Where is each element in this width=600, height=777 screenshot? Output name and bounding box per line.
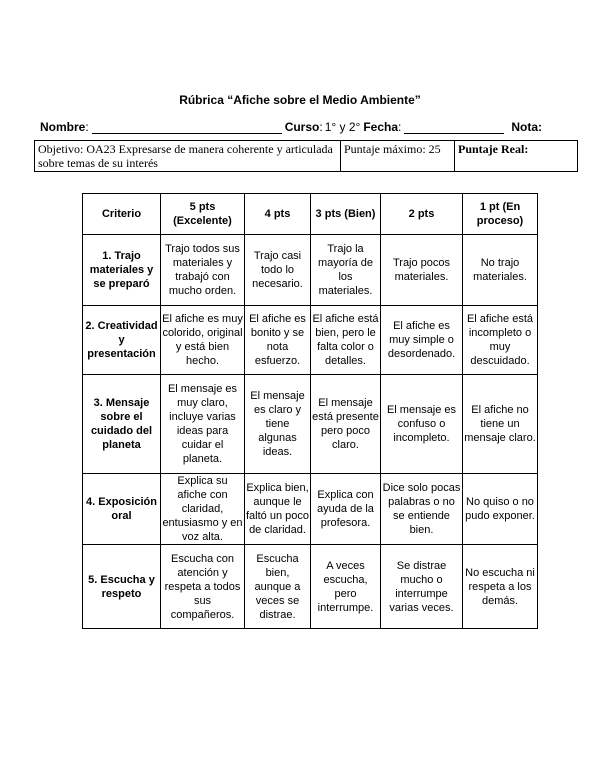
table-cell: Se distrae mucho o interrumpe varias veces. — [381, 545, 463, 629]
criterion-cell: 2. Creatividad y presentación — [83, 306, 161, 375]
table-row — [83, 375, 538, 474]
table-cell: Escucha con atención y respeta a todos sus compañeros. — [161, 545, 245, 629]
table-cell: Explica bien, aunque le faltó un poco de claridad. — [245, 474, 311, 545]
table-cell: No trajo materiales. — [463, 235, 538, 306]
table-cell: No escucha ni respeta a los demás. — [463, 545, 538, 629]
table-cell: Trajo todos sus materiales y trabajó con mucho orden. — [161, 235, 245, 306]
table-cell: Explica con ayuda de la profesora. — [311, 474, 381, 545]
table-row — [83, 545, 538, 629]
table-row — [83, 235, 538, 306]
table-cell: El afiche está bien, pero le falta color o detalles. — [311, 306, 381, 375]
date-label: Fecha — [363, 120, 399, 134]
page-title: Rúbrica “Afiche sobre el Medio Ambiente” — [179, 93, 421, 107]
table-cell: Dice solo pocas palabras o no se entiende bien. — [381, 474, 463, 545]
table-cell: El mensaje es claro y tiene algunas ideas. — [245, 375, 311, 474]
header-1-pt: 1 pt (En proceso) — [463, 194, 538, 235]
table-row — [83, 474, 538, 545]
student-info-line: Nombre : Curso : 1° y 2° Fecha : Nota: — [40, 120, 543, 134]
objective-text: Objetivo: OA23 Expresarse de manera coherente y articulada sobre temas de su interés — [35, 141, 341, 172]
criterion-cell: 4. Exposición oral — [83, 474, 161, 545]
date-field[interactable] — [404, 121, 504, 134]
max-score: Puntaje máximo: 25 — [341, 141, 455, 172]
table-cell: El afiche es muy simple o desordenado. — [381, 306, 463, 375]
table-cell: El mensaje está presente pero poco claro. — [311, 375, 381, 474]
objective-table — [34, 140, 578, 172]
header-5-pts: 5 pts (Excelente) — [161, 194, 245, 235]
header-criterion: Criterio — [83, 194, 161, 235]
table-cell: Trajo la mayoría de los materiales. — [311, 235, 381, 306]
criterion-cell: 1. Trajo materiales y se preparó — [83, 235, 161, 306]
table-cell: No quiso o no pudo exponer. — [463, 474, 538, 545]
header-4-pts: 4 pts — [245, 194, 311, 235]
name-field[interactable] — [92, 121, 282, 134]
table-cell: Escucha bien, aunque a veces se distrae. — [245, 545, 311, 629]
course-label: Curso — [284, 120, 320, 134]
table-row — [83, 306, 538, 375]
table-cell: El afiche no tiene un mensaje claro. — [463, 375, 538, 474]
table-cell: El afiche es muy colorido, original y está bien hecho. — [161, 306, 245, 375]
table-cell: A veces escucha, pero interrumpe. — [311, 545, 381, 629]
table-cell: El mensaje es confuso o incompleto. — [381, 375, 463, 474]
rubric-table — [82, 193, 538, 629]
real-score-label: Puntaje Real: — [455, 141, 578, 172]
table-cell: El afiche está incompleto o muy descuidado. — [463, 306, 538, 375]
table-cell: El mensaje es muy claro, incluye varias ideas para cuidar el planeta. — [161, 375, 245, 474]
table-cell: Explica su afiche con claridad, entusiasmo y en voz alta. — [162, 475, 243, 543]
table-cell: Trajo pocos materiales. — [381, 235, 463, 306]
table-cell: Trajo casi todo lo necesario. — [245, 235, 311, 306]
header-2-pts: 2 pts — [381, 194, 463, 235]
course-value: 1° y 2° — [324, 120, 361, 134]
grade-label: Nota: — [511, 120, 543, 134]
criterion-cell: 5. Escucha y respeto — [83, 545, 161, 629]
rubric-header-row — [83, 194, 538, 235]
name-label: Nombre — [40, 120, 86, 134]
criterion-cell: 3. Mensaje sobre el cuidado del planeta — [83, 375, 161, 474]
table-cell: El afiche es bonito y se nota esfuerzo. — [245, 306, 311, 375]
header-3-pts: 3 pts (Bien) — [311, 194, 381, 235]
